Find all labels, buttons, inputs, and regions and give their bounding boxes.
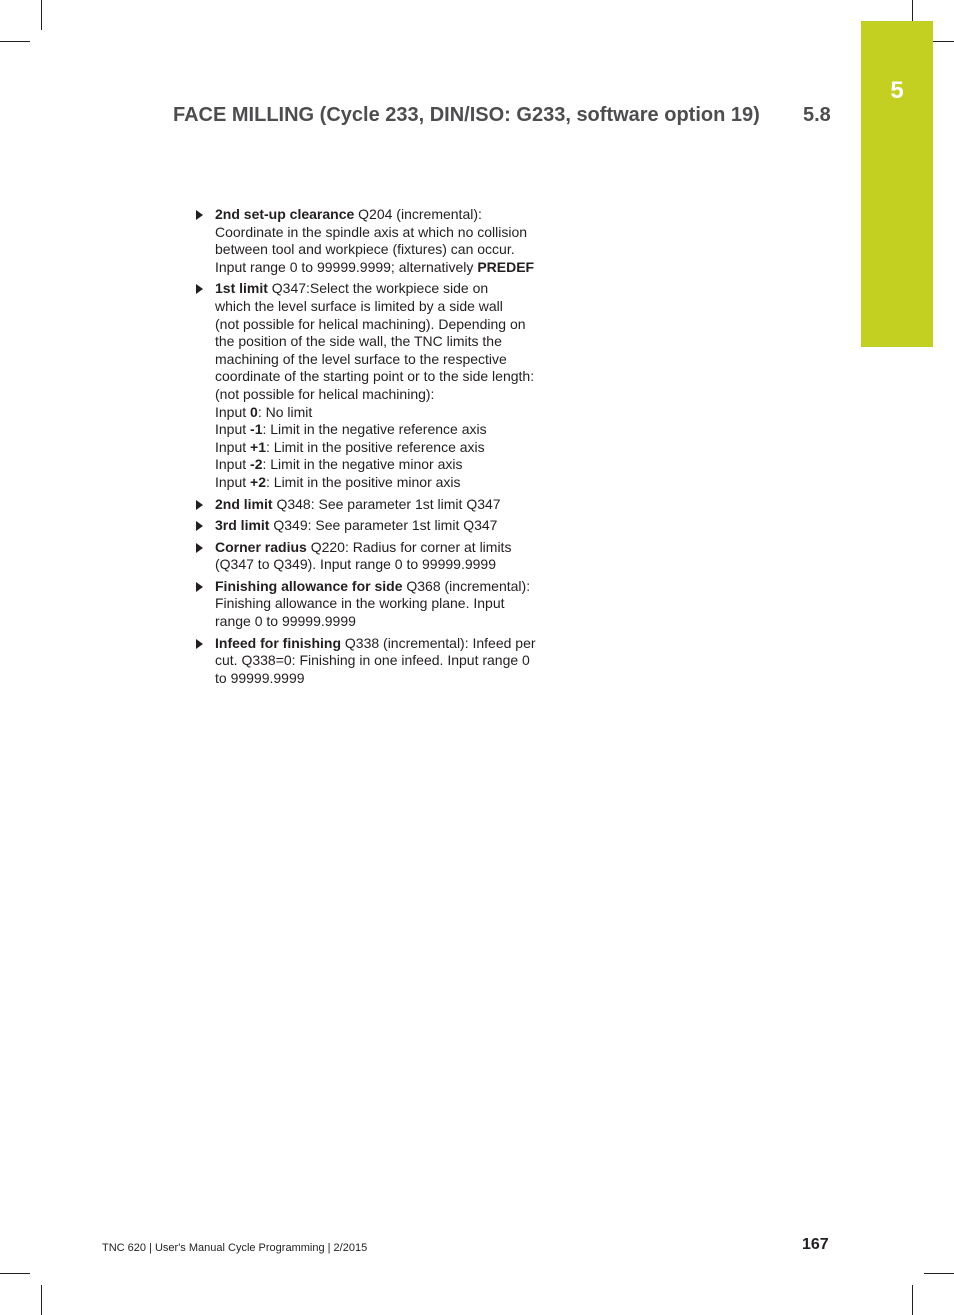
- parameter-line: [215, 280, 563, 298]
- parameter-text: Q338 (incremental): Infeed per: [341, 634, 536, 651]
- parameter-item: [193, 635, 563, 688]
- parameter-term: PREDEF: [477, 258, 535, 275]
- parameter-item: [193, 280, 563, 491]
- parameter-text: : Limit in the negative minor axis: [262, 456, 463, 473]
- parameter-term: Finishing allowance for side: [215, 577, 403, 594]
- parameter-term: Infeed for finishing: [215, 634, 341, 651]
- parameter-text: Coordinate in the spindle axis at which no collision: [215, 223, 528, 240]
- parameter-text: Input: [215, 403, 251, 420]
- parameter-line: [215, 241, 563, 259]
- parameter-line: [215, 652, 563, 670]
- parameter-line: [215, 386, 563, 404]
- parameter-item: [193, 496, 563, 514]
- parameter-item: [193, 517, 563, 535]
- crop-mark: [912, 1285, 913, 1315]
- parameter-term: 3rd limit: [215, 517, 270, 534]
- parameter-text: coordinate of the starting point or to the side length:: [215, 368, 535, 385]
- parameter-term: Corner radius: [215, 538, 307, 555]
- parameter-line: [215, 298, 563, 316]
- parameter-text: Input range 0 to 99999.9999; alternatively: [215, 258, 478, 275]
- parameter-text: Input: [215, 456, 251, 473]
- parameter-item: [193, 206, 563, 276]
- parameter-line: [215, 539, 563, 557]
- parameter-line: [215, 259, 563, 277]
- parameter-line: [215, 439, 563, 457]
- crop-mark: [41, 0, 42, 30]
- parameter-list: [193, 206, 563, 691]
- bullet-arrow-icon: [196, 639, 203, 649]
- parameter-line: [215, 404, 563, 422]
- parameter-line: [215, 613, 563, 631]
- parameter-term: 2nd limit: [215, 495, 273, 512]
- parameter-text: Q204 (incremental):: [354, 206, 482, 222]
- parameter-text: the position of the side wall, the TNC limits the: [215, 333, 502, 350]
- bullet-arrow-icon: [196, 210, 203, 220]
- parameter-text: Q348: See parameter 1st limit Q347: [272, 495, 501, 512]
- bullet-arrow-icon: [196, 582, 203, 592]
- parameter-text: : Limit in the positive reference axis: [266, 438, 485, 455]
- bullet-arrow-icon: [196, 521, 203, 531]
- parameter-text: Input: [215, 438, 251, 455]
- page-header-title: FACE MILLING (Cycle 233, DIN/ISO: G233, software option 19): [173, 104, 760, 126]
- page-header-section: 5.8: [803, 104, 831, 126]
- parameter-text: (not possible for helical machining):: [215, 385, 435, 402]
- parameter-text: Q347:Select the workpiece side on: [267, 280, 489, 297]
- parameter-text: Q349: See parameter 1st limit Q347: [269, 517, 498, 534]
- parameter-text: Q220: Radius for corner at limits: [306, 538, 512, 555]
- parameter-line: [215, 316, 563, 334]
- parameter-line: [215, 368, 563, 386]
- parameter-line: [215, 351, 563, 369]
- parameter-text: Q368 (incremental):: [402, 577, 531, 594]
- parameter-line: [215, 421, 563, 439]
- parameter-line: [215, 670, 563, 688]
- parameter-text: range 0 to 99999.9999: [215, 613, 356, 630]
- parameter-item: [193, 578, 563, 631]
- parameter-line: [215, 206, 563, 224]
- parameter-text: : Limit in the negative reference axis: [262, 421, 487, 438]
- parameter-text: to 99999.9999: [215, 669, 305, 686]
- chapter-number: 5: [890, 77, 904, 104]
- parameter-text: Input: [215, 421, 251, 438]
- parameter-text: Finishing allowance in the working plane. Input: [215, 595, 505, 612]
- bullet-arrow-icon: [196, 543, 203, 553]
- parameter-text: which the level surface is limited by a side wall: [215, 297, 503, 314]
- parameter-line: [215, 456, 563, 474]
- footer-text: TNC 620 | User's Manual Cycle Programming | 2/2015: [102, 1242, 368, 1254]
- crop-mark: [0, 1273, 30, 1274]
- parameter-text: : Limit in the positive minor axis: [266, 473, 461, 490]
- parameter-line: [215, 595, 563, 613]
- parameter-text: machining of the level surface to the respective: [215, 350, 507, 367]
- chapter-tab: [861, 21, 933, 347]
- parameter-line: [215, 224, 563, 242]
- parameter-line: [215, 556, 563, 574]
- parameter-term: +2: [250, 473, 266, 490]
- parameter-text: (not possible for helical machining). Depending on: [215, 315, 526, 332]
- parameter-text: Input: [215, 473, 251, 490]
- parameter-line: [215, 578, 563, 596]
- parameter-term: -1: [250, 421, 263, 438]
- crop-mark: [41, 1285, 42, 1315]
- parameter-line: [215, 474, 563, 492]
- parameter-term: 0: [250, 403, 258, 420]
- parameter-line: [215, 496, 563, 514]
- parameter-line: [215, 517, 563, 535]
- parameter-text: cut. Q338=0: Finishing in one infeed. Input range 0: [215, 652, 530, 669]
- parameter-text: (Q347 to Q349). Input range 0 to 99999.9999: [215, 556, 496, 573]
- crop-mark: [924, 1273, 954, 1274]
- parameter-term: 2nd set-up clearance: [215, 206, 355, 222]
- bullet-arrow-icon: [196, 284, 203, 294]
- parameter-text: between tool and workpiece (fixtures) can occur.: [215, 241, 515, 258]
- parameter-term: +1: [250, 438, 266, 455]
- parameter-line: [215, 333, 563, 351]
- crop-mark: [0, 41, 30, 42]
- parameter-text: : No limit: [257, 403, 313, 420]
- bullet-arrow-icon: [196, 500, 203, 510]
- parameter-term: 1st limit: [215, 280, 268, 297]
- parameter-term: -2: [250, 456, 263, 473]
- parameter-item: [193, 539, 563, 574]
- parameter-line: [215, 635, 563, 653]
- page-number: 167: [802, 1236, 829, 1253]
